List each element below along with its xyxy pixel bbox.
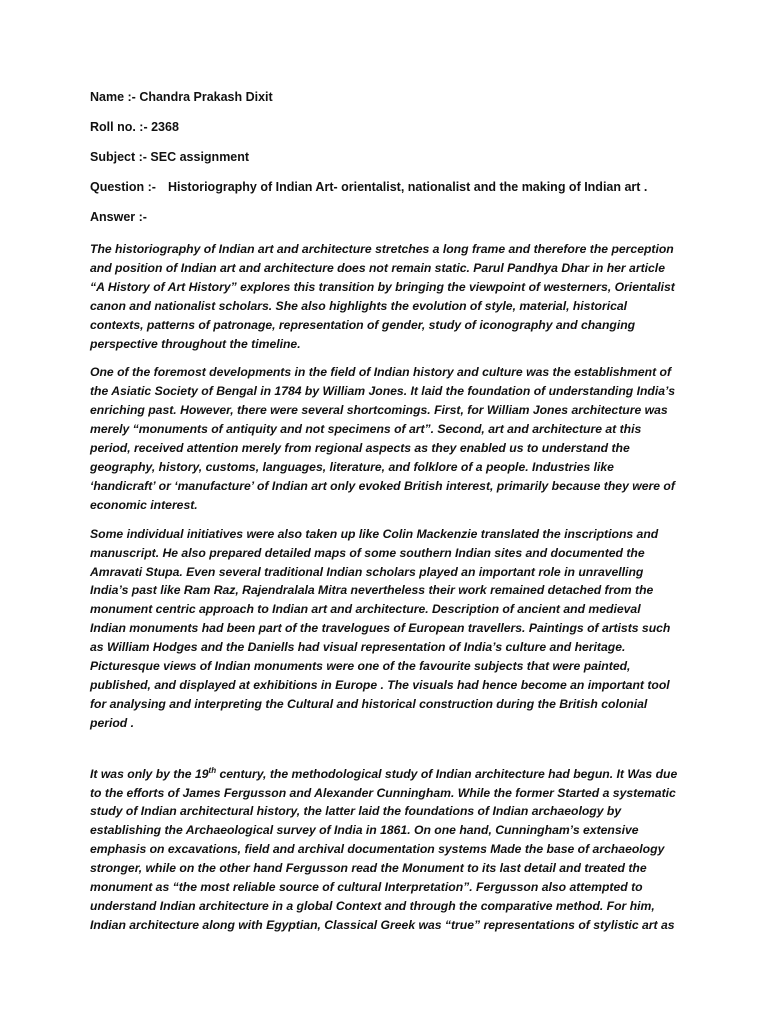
question-text: Historiography of Indian Art- orientalist, nationalist and the making of Indian art . [167,180,648,194]
paragraph-1: The historiography of Indian art and architecture stretches a long frame and therefore the perception and position of Indian art and architecture does not remain static. Parul Pandhya Dhar in her article “A History of Art History” explores this transition by bringing the viewpoint of westerners, Orientalist canon and nationalist scholars. She also highlights the evolution of style, material, historical contexts, patterns of patronage, representation of gender, study of iconography and changing perspective throughout the timeline. [90,242,675,351]
paragraph-4-start: It was only by the 19 [90,766,209,781]
document-page [90,90,678,935]
student-name: Name :- Chandra Prakash Dixit [90,90,273,104]
ordinal-superscript: th [208,765,217,775]
answer-label: Answer :- [90,210,147,224]
paragraph-3: Some individual initiatives were also taken up like Colin Mackenzie translated the inscriptions and manuscript. He also prepared detailed maps of some southern Indian sites and documented the Amravati Stupa. Even several traditional Indian scholars played an important role in unravelling India’s past like Ram Raz, Rajendralala Mitra nevertheless their work remained detached from the monument centric approach to Indian art and architecture. Description of ancient and medieval Indian monuments had been part of the travelogues of European travellers. Paintings of artists such as William Hodges and the Daniells had visual representation of India’s culture and heritage. Picturesque views of Indian monuments were one of the favourite subjects that were painted, published, and displayed at exhibitions in Europe . The visuals had hence become an important tool for analysing and interpreting the Cultural and historical construction during the British colonial period . [90,526,671,730]
subject-line: Subject :- SEC assignment [90,150,250,164]
roll-number: Roll no. :- 2368 [90,120,179,134]
paragraph-2: One of the foremost developments in the field of Indian history and culture was the establishment of the Asiatic Society of Bengal in 1784 by William Jones. It laid the foundation of understanding India’s enriching past. However, there were several shortcomings. First, for William Jones architecture was merely “monuments of antiquity and not specimens of art”. Second, art and architecture at this period, received attention merely from regional aspects as they enabled us to understand the geography, history, customs, languages, literature, and folklore of a people. Industries like ‘handicraft’ or ‘manufacture’ of Indian art only evoked British interest, primarily because they were of economic interest. [90,365,675,512]
paragraph-4 [90,765,678,935]
paragraph-4-rest: century, the methodological study of Indian architecture had begun. It Was due to the efforts of James Fergusson and Alexander Cunningham. While the former Started a systematic study of Indian architectural history, the latter laid the foundations of Indian archaeology by establishing the Archaeological survey of India in 1861. On one hand, Cunningham’s extensive emphasis on excavations, field and archival documentation systems Made the base of archaeology stronger, while on the other hand Fergusson read the Monument to its last detail and treated the monument as “the most reliable source of cultural Interpretation”. Fergusson also attempted to understand Indian architecture in a global Context and through the comparative method. For him, Indian architecture along with Egyptian, Classical Greek was “true” representations of stylistic art as [90,766,678,932]
question-line [90,180,678,194]
question-label: Question :- [90,180,156,194]
